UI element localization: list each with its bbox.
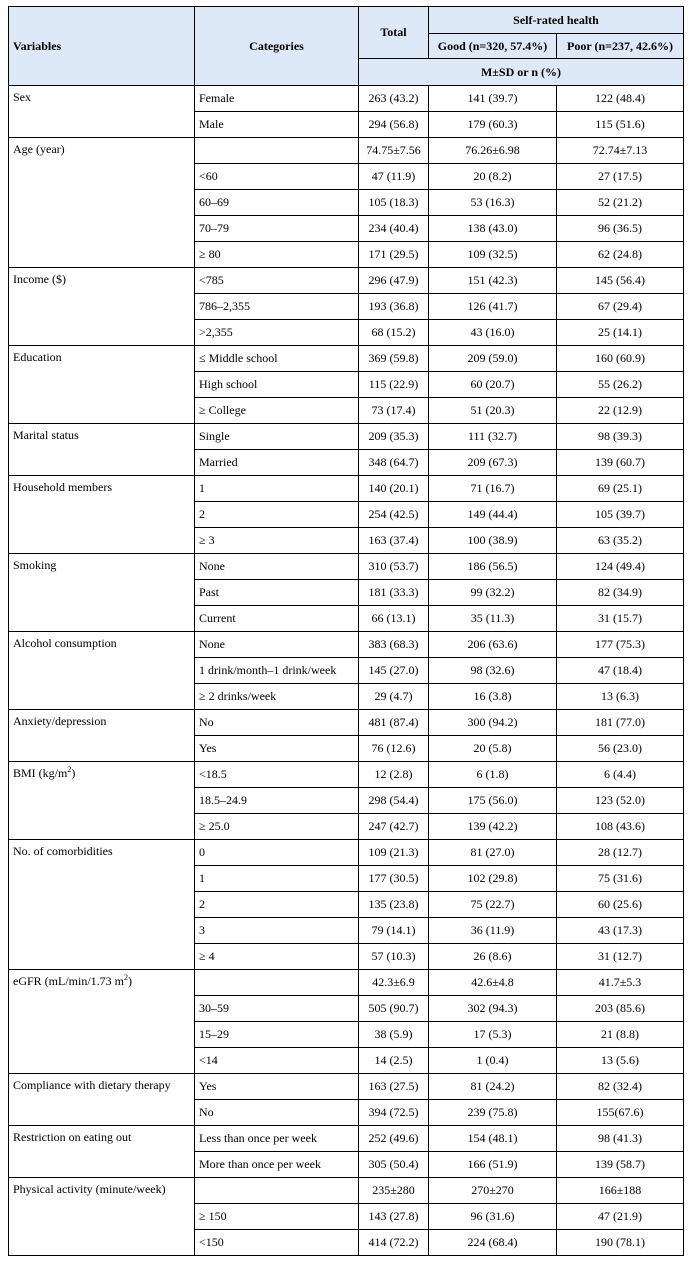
good-cell: 224 (68.4) bbox=[429, 1230, 557, 1256]
variable-label-text: Compliance with dietary therapy bbox=[13, 1078, 171, 1092]
total-cell: 254 (42.5) bbox=[359, 502, 429, 528]
table-row bbox=[9, 632, 684, 658]
poor-cell: 155(67.6) bbox=[557, 1100, 684, 1126]
good-cell: 98 (32.6) bbox=[429, 658, 557, 684]
table-header bbox=[9, 7, 684, 86]
total-cell: 140 (20.1) bbox=[359, 476, 429, 502]
table-row bbox=[9, 554, 684, 580]
category-cell: ≥ 25.0 bbox=[195, 814, 359, 840]
good-cell: 300 (94.2) bbox=[429, 710, 557, 736]
variable-label bbox=[9, 268, 195, 346]
category-cell: <785 bbox=[195, 268, 359, 294]
category-cell: 0 bbox=[195, 840, 359, 866]
total-cell: 79 (14.1) bbox=[359, 918, 429, 944]
category-cell: No bbox=[195, 710, 359, 736]
poor-cell: 115 (51.6) bbox=[557, 112, 684, 138]
good-cell: 17 (5.3) bbox=[429, 1022, 557, 1048]
category-cell bbox=[195, 970, 359, 996]
good-cell: 96 (31.6) bbox=[429, 1204, 557, 1230]
good-cell: 186 (56.5) bbox=[429, 554, 557, 580]
variable-label-text: eGFR (mL/min/1.73 m bbox=[13, 974, 124, 988]
total-cell: 181 (33.3) bbox=[359, 580, 429, 606]
header-good: Good (n=320, 57.4%) bbox=[429, 34, 557, 59]
category-cell: Single bbox=[195, 424, 359, 450]
category-cell: 2 bbox=[195, 502, 359, 528]
table-row bbox=[9, 970, 684, 996]
poor-cell: 96 (36.5) bbox=[557, 216, 684, 242]
poor-cell: 75 (31.6) bbox=[557, 866, 684, 892]
category-cell: <150 bbox=[195, 1230, 359, 1256]
good-cell: 53 (16.3) bbox=[429, 190, 557, 216]
poor-cell: 177 (75.3) bbox=[557, 632, 684, 658]
poor-cell: 181 (77.0) bbox=[557, 710, 684, 736]
table-row bbox=[9, 268, 684, 294]
variable-label-text: Education bbox=[13, 350, 62, 364]
category-cell: 786–2,355 bbox=[195, 294, 359, 320]
poor-cell: 31 (12.7) bbox=[557, 944, 684, 970]
poor-cell: 82 (34.9) bbox=[557, 580, 684, 606]
poor-cell: 72.74±7.13 bbox=[557, 138, 684, 164]
variable-label bbox=[9, 840, 195, 970]
total-cell: 47 (11.9) bbox=[359, 164, 429, 190]
poor-cell: 62 (24.8) bbox=[557, 242, 684, 268]
poor-cell: 123 (52.0) bbox=[557, 788, 684, 814]
table-row bbox=[9, 476, 684, 502]
poor-cell: 31 (15.7) bbox=[557, 606, 684, 632]
total-cell: 115 (22.9) bbox=[359, 372, 429, 398]
poor-cell: 47 (21.9) bbox=[557, 1204, 684, 1230]
variable-label bbox=[9, 138, 195, 268]
table-row bbox=[9, 346, 684, 372]
category-cell: ≥ 3 bbox=[195, 528, 359, 554]
poor-cell: 145 (56.4) bbox=[557, 268, 684, 294]
total-cell: 298 (54.4) bbox=[359, 788, 429, 814]
category-cell: ≥ 150 bbox=[195, 1204, 359, 1230]
category-cell: ≥ 4 bbox=[195, 944, 359, 970]
variable-label-text: Alcohol consumption bbox=[13, 636, 117, 650]
category-cell: 30–59 bbox=[195, 996, 359, 1022]
total-cell: 235±280 bbox=[359, 1178, 429, 1204]
good-cell: 126 (41.7) bbox=[429, 294, 557, 320]
good-cell: 60 (20.7) bbox=[429, 372, 557, 398]
total-cell: 68 (15.2) bbox=[359, 320, 429, 346]
total-cell: 209 (35.3) bbox=[359, 424, 429, 450]
good-cell: 26 (8.6) bbox=[429, 944, 557, 970]
category-cell: 15–29 bbox=[195, 1022, 359, 1048]
poor-cell: 98 (39.3) bbox=[557, 424, 684, 450]
total-cell: 38 (5.9) bbox=[359, 1022, 429, 1048]
poor-cell: 166±188 bbox=[557, 1178, 684, 1204]
category-cell: 60–69 bbox=[195, 190, 359, 216]
poor-cell: 124 (49.4) bbox=[557, 554, 684, 580]
good-cell: 175 (56.0) bbox=[429, 788, 557, 814]
poor-cell: 108 (43.6) bbox=[557, 814, 684, 840]
poor-cell: 56 (23.0) bbox=[557, 736, 684, 762]
good-cell: 42.6±4.8 bbox=[429, 970, 557, 996]
category-cell: Past bbox=[195, 580, 359, 606]
good-cell: 76.26±6.98 bbox=[429, 138, 557, 164]
total-cell: 296 (47.9) bbox=[359, 268, 429, 294]
poor-cell: 203 (85.6) bbox=[557, 996, 684, 1022]
total-cell: 481 (87.4) bbox=[359, 710, 429, 736]
good-cell: 81 (24.2) bbox=[429, 1074, 557, 1100]
variable-label bbox=[9, 1178, 195, 1256]
total-cell: 66 (13.1) bbox=[359, 606, 429, 632]
total-cell: 305 (50.4) bbox=[359, 1152, 429, 1178]
variable-label bbox=[9, 1074, 195, 1126]
poor-cell: 21 (8.8) bbox=[557, 1022, 684, 1048]
variable-label bbox=[9, 554, 195, 632]
total-cell: 12 (2.8) bbox=[359, 762, 429, 788]
poor-cell: 63 (35.2) bbox=[557, 528, 684, 554]
poor-cell: 28 (12.7) bbox=[557, 840, 684, 866]
variable-label-suffix: ) bbox=[71, 766, 76, 780]
good-cell: 166 (51.9) bbox=[429, 1152, 557, 1178]
total-cell: 193 (36.8) bbox=[359, 294, 429, 320]
poor-cell: 160 (60.9) bbox=[557, 346, 684, 372]
good-cell: 141 (39.7) bbox=[429, 86, 557, 112]
total-cell: 171 (29.5) bbox=[359, 242, 429, 268]
table-body bbox=[9, 86, 684, 1256]
poor-cell: 25 (14.1) bbox=[557, 320, 684, 346]
good-cell: 51 (20.3) bbox=[429, 398, 557, 424]
category-cell: 3 bbox=[195, 918, 359, 944]
category-cell: Current bbox=[195, 606, 359, 632]
category-cell: ≥ College bbox=[195, 398, 359, 424]
total-cell: 143 (27.8) bbox=[359, 1204, 429, 1230]
good-cell: 81 (27.0) bbox=[429, 840, 557, 866]
variable-label bbox=[9, 970, 195, 1074]
good-cell: 154 (48.1) bbox=[429, 1126, 557, 1152]
table-row bbox=[9, 424, 684, 450]
good-cell: 139 (42.2) bbox=[429, 814, 557, 840]
poor-cell: 69 (25.1) bbox=[557, 476, 684, 502]
category-cell: >2,355 bbox=[195, 320, 359, 346]
total-cell: 252 (49.6) bbox=[359, 1126, 429, 1152]
category-cell: ≥ 2 drinks/week bbox=[195, 684, 359, 710]
category-cell: 18.5–24.9 bbox=[195, 788, 359, 814]
good-cell: 149 (44.4) bbox=[429, 502, 557, 528]
variable-label-text: Restriction on eating out bbox=[13, 1130, 132, 1144]
total-cell: 57 (10.3) bbox=[359, 944, 429, 970]
good-cell: 1 (0.4) bbox=[429, 1048, 557, 1074]
total-cell: 383 (68.3) bbox=[359, 632, 429, 658]
good-cell: 239 (75.8) bbox=[429, 1100, 557, 1126]
category-cell: None bbox=[195, 632, 359, 658]
good-cell: 151 (42.3) bbox=[429, 268, 557, 294]
good-cell: 6 (1.8) bbox=[429, 762, 557, 788]
variable-label-superscript: 2 bbox=[67, 765, 72, 774]
variable-label-suffix: ) bbox=[128, 974, 132, 988]
good-cell: 102 (29.8) bbox=[429, 866, 557, 892]
category-cell: None bbox=[195, 554, 359, 580]
category-cell: <14 bbox=[195, 1048, 359, 1074]
good-cell: 138 (43.0) bbox=[429, 216, 557, 242]
category-cell: Male bbox=[195, 112, 359, 138]
poor-cell: 6 (4.4) bbox=[557, 762, 684, 788]
good-cell: 35 (11.3) bbox=[429, 606, 557, 632]
variable-label bbox=[9, 424, 195, 476]
total-cell: 414 (72.2) bbox=[359, 1230, 429, 1256]
good-cell: 302 (94.3) bbox=[429, 996, 557, 1022]
good-cell: 100 (38.9) bbox=[429, 528, 557, 554]
table-row bbox=[9, 1074, 684, 1100]
characteristics-table bbox=[8, 6, 684, 1256]
table-row bbox=[9, 710, 684, 736]
variable-label-text: Age (year) bbox=[13, 142, 65, 156]
poor-cell: 27 (17.5) bbox=[557, 164, 684, 190]
variable-label-text: Sex bbox=[13, 90, 31, 104]
poor-cell: 98 (41.3) bbox=[557, 1126, 684, 1152]
variable-label-text: Anxiety/depression bbox=[13, 714, 107, 728]
category-cell: ≥ 80 bbox=[195, 242, 359, 268]
variable-label bbox=[9, 710, 195, 762]
variable-label-text: No. of comorbidities bbox=[13, 844, 113, 858]
poor-cell: 60 (25.6) bbox=[557, 892, 684, 918]
poor-cell: 55 (26.2) bbox=[557, 372, 684, 398]
poor-cell: 139 (60.7) bbox=[557, 450, 684, 476]
header-self-rated-health: Self-rated health bbox=[429, 7, 684, 34]
category-cell: Less than once per week bbox=[195, 1126, 359, 1152]
header-categories: Categories bbox=[195, 7, 359, 86]
category-cell: 1 drink/month–1 drink/week bbox=[195, 658, 359, 684]
good-cell: 179 (60.3) bbox=[429, 112, 557, 138]
table-row bbox=[9, 840, 684, 866]
total-cell: 105 (18.3) bbox=[359, 190, 429, 216]
poor-cell: 82 (32.4) bbox=[557, 1074, 684, 1100]
variable-label-text: Income ($) bbox=[13, 272, 66, 286]
category-cell: 70–79 bbox=[195, 216, 359, 242]
total-cell: 109 (21.3) bbox=[359, 840, 429, 866]
category-cell bbox=[195, 138, 359, 164]
good-cell: 206 (63.6) bbox=[429, 632, 557, 658]
category-cell: 2 bbox=[195, 892, 359, 918]
poor-cell: 22 (12.9) bbox=[557, 398, 684, 424]
good-cell: 75 (22.7) bbox=[429, 892, 557, 918]
variable-label bbox=[9, 86, 195, 138]
total-cell: 42.3±6.9 bbox=[359, 970, 429, 996]
variable-label-text: BMI (kg/m bbox=[13, 766, 68, 780]
good-cell: 20 (8.2) bbox=[429, 164, 557, 190]
variable-label bbox=[9, 632, 195, 710]
good-cell: 20 (5.8) bbox=[429, 736, 557, 762]
category-cell: High school bbox=[195, 372, 359, 398]
poor-cell: 41.7±5.3 bbox=[557, 970, 684, 996]
variable-label-superscript: 2 bbox=[124, 973, 128, 982]
category-cell: <60 bbox=[195, 164, 359, 190]
poor-cell: 190 (78.1) bbox=[557, 1230, 684, 1256]
total-cell: 247 (42.7) bbox=[359, 814, 429, 840]
category-cell: Female bbox=[195, 86, 359, 112]
total-cell: 74.75±7.56 bbox=[359, 138, 429, 164]
category-cell: Married bbox=[195, 450, 359, 476]
total-cell: 310 (53.7) bbox=[359, 554, 429, 580]
poor-cell: 67 (29.4) bbox=[557, 294, 684, 320]
category-cell: Yes bbox=[195, 736, 359, 762]
variable-label-text: Physical activity (minute/week) bbox=[13, 1182, 166, 1196]
table-container bbox=[8, 6, 683, 1256]
total-cell: 163 (27.5) bbox=[359, 1074, 429, 1100]
category-cell: 1 bbox=[195, 476, 359, 502]
total-cell: 73 (17.4) bbox=[359, 398, 429, 424]
table-row bbox=[9, 138, 684, 164]
good-cell: 36 (11.9) bbox=[429, 918, 557, 944]
total-cell: 29 (4.7) bbox=[359, 684, 429, 710]
category-cell: 1 bbox=[195, 866, 359, 892]
header-poor: Poor (n=237, 42.6%) bbox=[557, 34, 684, 59]
category-cell: No bbox=[195, 1100, 359, 1126]
header-units: M±SD or n (%) bbox=[359, 59, 684, 86]
variable-label bbox=[9, 476, 195, 554]
total-cell: 348 (64.7) bbox=[359, 450, 429, 476]
table-row bbox=[9, 762, 684, 788]
total-cell: 177 (30.5) bbox=[359, 866, 429, 892]
table-row bbox=[9, 1178, 684, 1204]
variable-label-text: Smoking bbox=[13, 558, 57, 572]
good-cell: 209 (67.3) bbox=[429, 450, 557, 476]
total-cell: 14 (2.5) bbox=[359, 1048, 429, 1074]
poor-cell: 139 (58.7) bbox=[557, 1152, 684, 1178]
poor-cell: 47 (18.4) bbox=[557, 658, 684, 684]
good-cell: 99 (32.2) bbox=[429, 580, 557, 606]
category-cell: ≤ Middle school bbox=[195, 346, 359, 372]
poor-cell: 122 (48.4) bbox=[557, 86, 684, 112]
variable-label bbox=[9, 762, 195, 840]
poor-cell: 43 (17.3) bbox=[557, 918, 684, 944]
good-cell: 16 (3.8) bbox=[429, 684, 557, 710]
header-variables: Variables bbox=[9, 7, 195, 86]
variable-label-text: Marital status bbox=[13, 428, 79, 442]
good-cell: 43 (16.0) bbox=[429, 320, 557, 346]
poor-cell: 13 (5.6) bbox=[557, 1048, 684, 1074]
variable-label bbox=[9, 1126, 195, 1178]
total-cell: 163 (37.4) bbox=[359, 528, 429, 554]
poor-cell: 105 (39.7) bbox=[557, 502, 684, 528]
variable-label bbox=[9, 346, 195, 424]
total-cell: 394 (72.5) bbox=[359, 1100, 429, 1126]
table-row bbox=[9, 1126, 684, 1152]
total-cell: 369 (59.8) bbox=[359, 346, 429, 372]
good-cell: 109 (32.5) bbox=[429, 242, 557, 268]
total-cell: 505 (90.7) bbox=[359, 996, 429, 1022]
total-cell: 294 (56.8) bbox=[359, 112, 429, 138]
table-row bbox=[9, 86, 684, 112]
total-cell: 76 (12.6) bbox=[359, 736, 429, 762]
total-cell: 234 (40.4) bbox=[359, 216, 429, 242]
category-cell bbox=[195, 1178, 359, 1204]
good-cell: 111 (32.7) bbox=[429, 424, 557, 450]
poor-cell: 52 (21.2) bbox=[557, 190, 684, 216]
category-cell: More than once per week bbox=[195, 1152, 359, 1178]
category-cell: <18.5 bbox=[195, 762, 359, 788]
variable-label-text: Household members bbox=[13, 480, 112, 494]
total-cell: 135 (23.8) bbox=[359, 892, 429, 918]
good-cell: 209 (59.0) bbox=[429, 346, 557, 372]
good-cell: 270±270 bbox=[429, 1178, 557, 1204]
category-cell: Yes bbox=[195, 1074, 359, 1100]
total-cell: 145 (27.0) bbox=[359, 658, 429, 684]
poor-cell: 13 (6.3) bbox=[557, 684, 684, 710]
header-total: Total bbox=[359, 7, 429, 59]
total-cell: 263 (43.2) bbox=[359, 86, 429, 112]
good-cell: 71 (16.7) bbox=[429, 476, 557, 502]
